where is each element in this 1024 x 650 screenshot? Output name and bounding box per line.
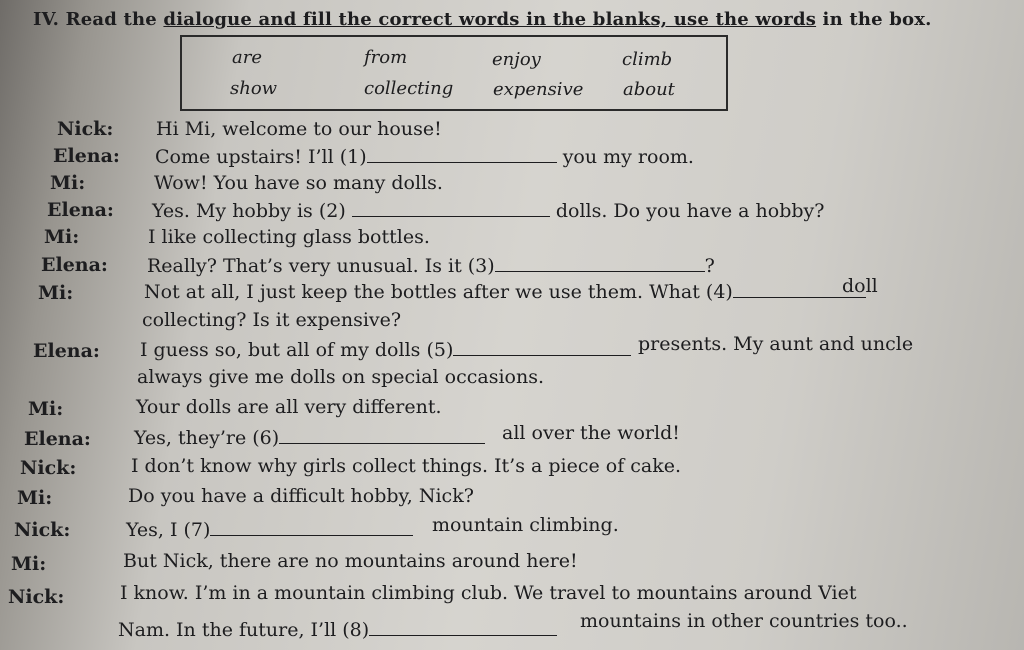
dialogue-continuation [118, 618, 557, 641]
line-text-after: all over the world! [502, 422, 680, 444]
word-box-item: expensive [493, 79, 584, 100]
line-text-before: Not at all, I just keep the bottles after we use them. What (4) [144, 281, 733, 304]
word-box-item: collecting [364, 78, 454, 99]
line-text-after: mountains in other countries too.. [580, 610, 908, 632]
dialogue-line [126, 518, 413, 541]
line-text-after: ? [704, 255, 715, 278]
speaker-label: Nick: [57, 118, 114, 140]
dialogue-line [155, 145, 694, 168]
heading-prefix: IV. Read the [33, 9, 164, 30]
speaker-label: Mi: [17, 487, 53, 509]
exercise-heading [33, 9, 932, 30]
speaker-label: Mi: [44, 226, 80, 248]
heading-suffix: in the box. [816, 9, 932, 30]
dialogue-line: I don’t know why girls collect things. It’s a piece of cake. [131, 455, 682, 477]
answer-blank-6[interactable] [279, 426, 485, 444]
speaker-label: Nick: [20, 457, 77, 479]
line-text-after: doll [842, 275, 878, 297]
dialogue-line: Hi Mi, welcome to our house! [156, 118, 442, 140]
speaker-label: Nick: [8, 586, 65, 608]
line-text-after: mountain climbing. [432, 514, 619, 536]
word-box-item: climb [622, 49, 673, 70]
word-box-item: enjoy [492, 49, 541, 70]
speaker-label: Mi: [38, 282, 74, 304]
answer-blank-8[interactable] [369, 618, 557, 636]
answer-blank-1[interactable] [367, 145, 557, 163]
line-text-after: dolls. Do you have a hobby? [555, 200, 825, 223]
speaker-label: Elena: [41, 254, 108, 276]
dialogue-line [140, 338, 631, 361]
heading-underlined: dialogue and fill the correct words in the blanks, use the words [163, 9, 817, 30]
line-text-before: Yes. My hobby is (2) [152, 200, 346, 223]
dialogue-continuation: collecting? Is it expensive? [142, 309, 402, 331]
dialogue-line [134, 426, 485, 449]
speaker-label: Elena: [24, 428, 91, 450]
line-text-before: Come upstairs! I’ll (1) [155, 146, 367, 169]
dialogue-continuation: always give me dolls on special occasions. [137, 366, 544, 388]
word-box [180, 35, 728, 111]
dialogue-line: Your dolls are all very different. [136, 396, 442, 418]
dialogue-line: But Nick, there are no mountains around here! [123, 550, 578, 572]
speaker-label: Elena: [53, 145, 120, 167]
line-text-before: Yes, they’re (6) [134, 427, 280, 450]
answer-blank-3[interactable] [495, 254, 705, 272]
speaker-label: Mi: [50, 172, 86, 194]
answer-blank-2[interactable] [352, 199, 550, 217]
dialogue-line: I like collecting glass bottles. [148, 226, 430, 248]
word-box-item: about [623, 79, 675, 100]
line-text-before: Really? That’s very unusual. Is it (3) [147, 255, 495, 278]
line-text-after: presents. My aunt and uncle [638, 333, 914, 355]
speaker-label: Mi: [11, 553, 47, 575]
answer-blank-7[interactable] [210, 518, 413, 536]
answer-blank-5[interactable] [453, 338, 631, 356]
line-text-before: Yes, I (7) [126, 519, 211, 542]
line-text-after: you my room. [562, 146, 694, 169]
dialogue-line [144, 280, 866, 303]
dialogue-line: Do you have a difficult hobby, Nick? [128, 485, 474, 507]
dialogue-line [147, 254, 715, 277]
dialogue-line: Wow! You have so many dolls. [154, 172, 443, 194]
speaker-label: Elena: [47, 199, 114, 221]
word-box-item: are [232, 47, 262, 68]
speaker-label: Elena: [33, 340, 100, 362]
word-box-item: from [364, 47, 408, 68]
speaker-label: Mi: [28, 398, 64, 420]
dialogue-line [152, 199, 824, 222]
dialogue-line: I know. I’m in a mountain climbing club. We travel to mountains around Viet [120, 582, 857, 604]
line-text-before: I guess so, but all of my dolls (5) [140, 339, 454, 362]
word-box-item: show [230, 78, 278, 99]
speaker-label: Nick: [14, 519, 71, 541]
line-text-before: Nam. In the future, I’ll (8) [118, 619, 370, 642]
